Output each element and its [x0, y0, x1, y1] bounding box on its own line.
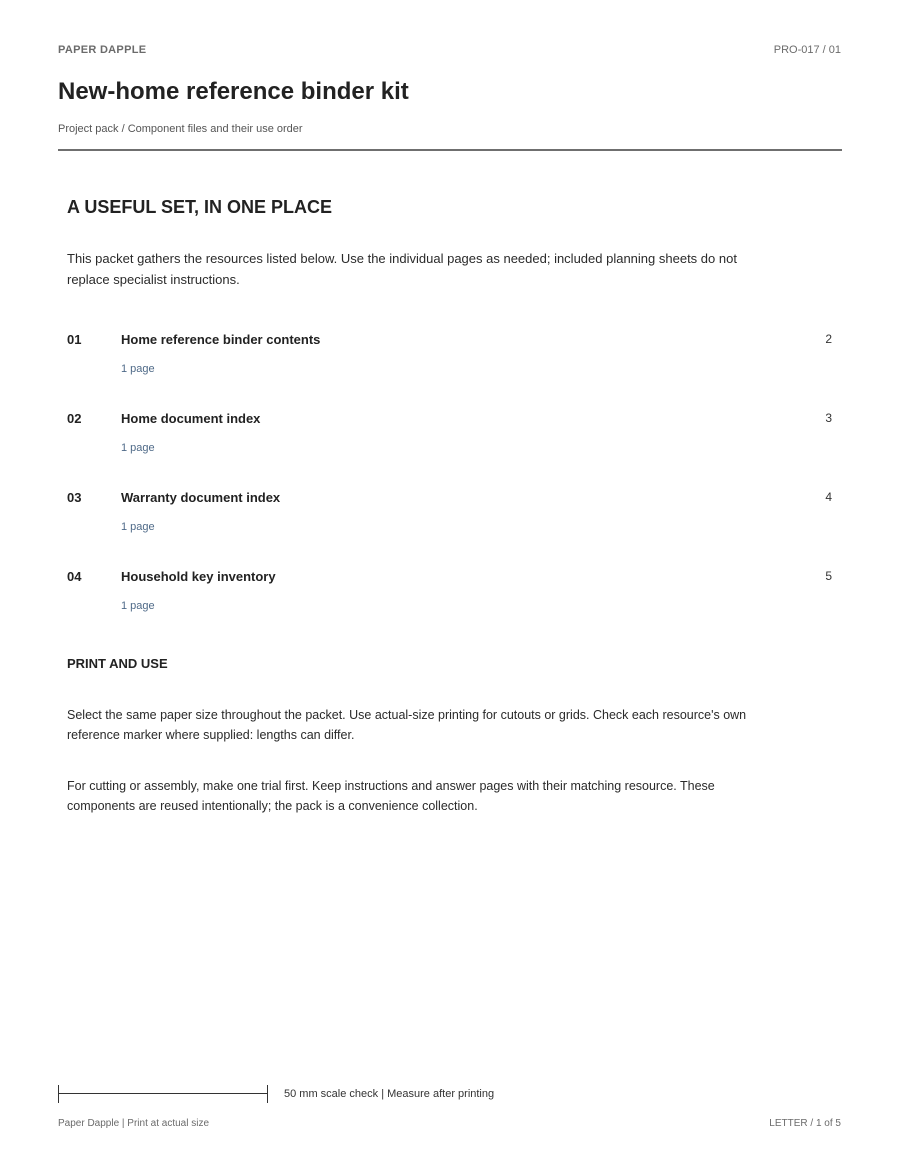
page-subtitle: Project pack / Component files and their use order: [58, 123, 303, 135]
contents-item-page-number: 2: [825, 332, 832, 346]
contents-item-page-count: 1 page: [121, 363, 155, 375]
scale-check-label: 50 mm scale check | Measure after printing: [284, 1088, 495, 1100]
header-divider: [58, 149, 842, 151]
scale-bar-end-tick: [267, 1085, 268, 1103]
scale-bar-line: [58, 1093, 268, 1094]
scale-bar: [58, 1085, 268, 1103]
contents-item: [67, 332, 842, 392]
intro-heading: A USEFUL SET, IN ONE PLACE: [67, 197, 333, 217]
contents-item: [67, 490, 842, 550]
print-instructions-paragraph: Select the same paper size throughout the packet. Use actual-size printing for cutouts or grids. Check each resource's own reference marker where supplied: lengths can differ.: [67, 708, 747, 742]
footer-page-info: LETTER / 1 of 5: [769, 1118, 841, 1129]
contents-item-page-count: 1 page: [121, 521, 155, 533]
contents-item-page-count: 1 page: [121, 600, 155, 612]
brand-name: PAPER DAPPLE: [58, 44, 147, 56]
contents-item-page-number: 3: [825, 411, 832, 425]
contents-item-title: Home document index: [121, 411, 261, 426]
contents-item-title: Warranty document index: [121, 490, 281, 505]
contents-item: [67, 411, 842, 471]
contents-item-number: 04: [67, 569, 82, 584]
print-and-use-heading: PRINT AND USE: [67, 656, 168, 671]
contents-item-number: 01: [67, 332, 82, 347]
contents-item-page-number: 4: [825, 490, 832, 504]
assembly-instructions-paragraph: For cutting or assembly, make one trial first. Keep instructions and answer pages with their matching resource. These components are reused intentionally; the pack is a convenience collection.: [67, 779, 715, 813]
contents-item-page-count: 1 page: [121, 442, 155, 454]
document-code: PRO-017 / 01: [773, 44, 841, 56]
contents-item-page-number: 5: [825, 569, 832, 583]
footer-note: Paper Dapple | Print at actual size: [58, 1118, 210, 1129]
contents-item-number: 03: [67, 490, 82, 505]
scale-bar-start-tick: [58, 1085, 59, 1103]
contents-item-title: Home reference binder contents: [121, 332, 321, 347]
contents-item-number: 02: [67, 411, 82, 426]
intro-text: This packet gathers the resources listed below. Use the individual pages as needed; included planning sheets do not replace specialist instructions.: [67, 251, 737, 287]
contents-item: [67, 569, 842, 629]
contents-item-title: Household key inventory: [121, 569, 276, 584]
page-title: New-home reference binder kit: [58, 78, 409, 105]
